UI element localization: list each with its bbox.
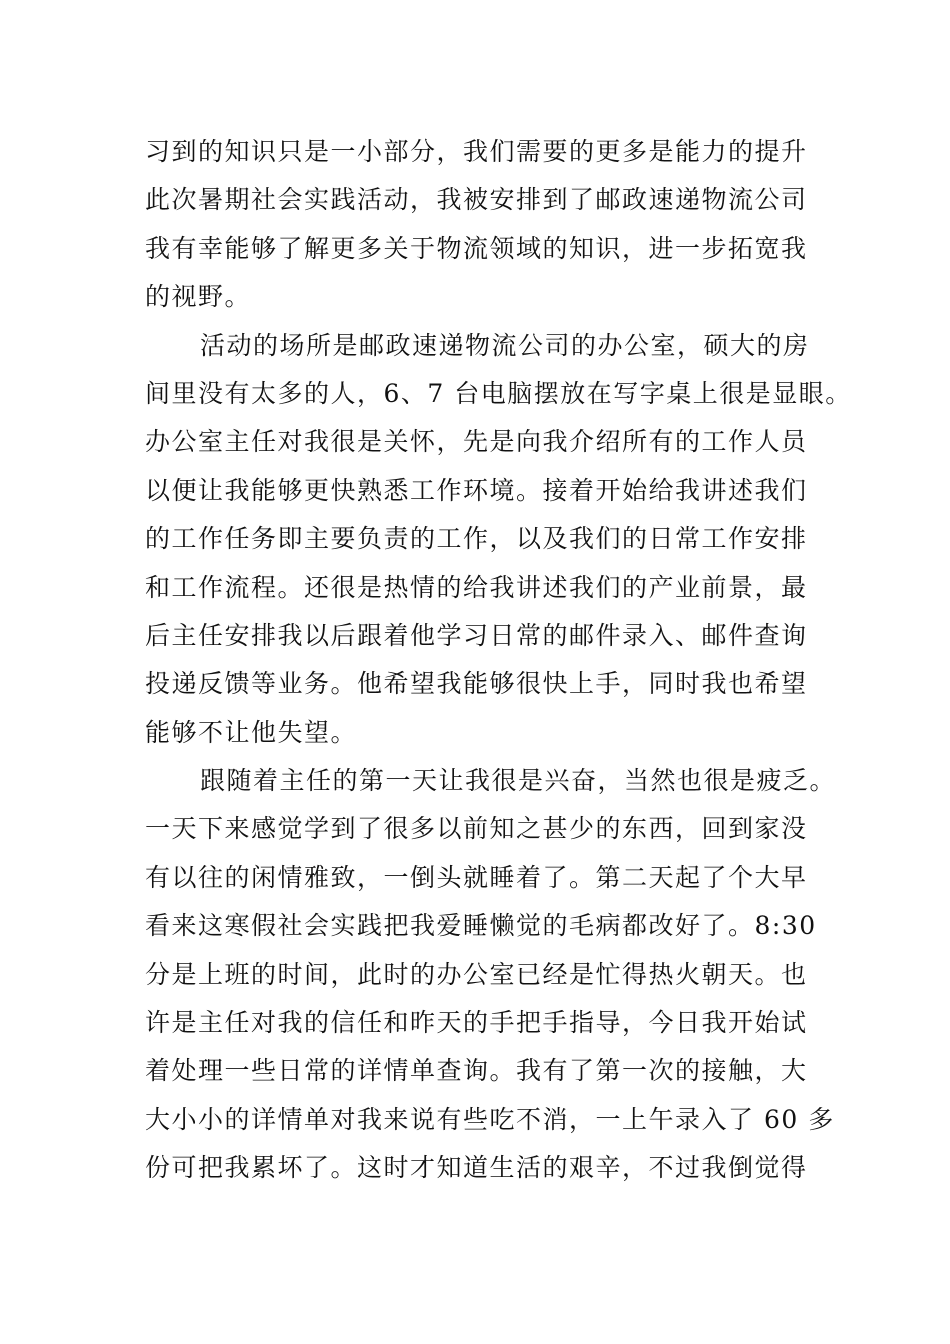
text-line: 一天下来感觉学到了很多以前知之甚少的东西，回到家没	[145, 814, 808, 844]
paragraph-first-line: 跟随着主任的第一天让我很是兴奋，当然也很是疲乏。	[200, 766, 837, 796]
text-line: 和工作流程。还很是热情的给我讲述我们的产业前景，最	[145, 572, 808, 602]
text-line: 投递反馈等业务。他希望我能够很快上手，同时我也希望	[145, 669, 808, 699]
text-line: 着处理一些日常的详情单查询。我有了第一次的接触，大	[145, 1056, 808, 1086]
text-line: 能够不让他失望。	[145, 717, 358, 747]
paragraph-first-line: 活动的场所是邮政速递物流公司的办公室，硕大的房	[200, 330, 810, 360]
text-line: 份可把我累坏了。这时才知道生活的艰辛，不过我倒觉得	[145, 1153, 808, 1183]
text-line: 后主任安排我以后跟着他学习日常的邮件录入、邮件查询	[145, 620, 808, 650]
text-line: 办公室主任对我很是关怀，先是向我介绍所有的工作人员	[145, 427, 808, 457]
text-line: 此次暑期社会实践活动，我被安排到了邮政速递物流公司	[145, 185, 808, 215]
text-line: 的视野。	[145, 282, 252, 312]
body-text	[145, 128, 852, 1193]
text-line: 分是上班的时间，此时的办公室已经是忙得热火朝天。也	[145, 959, 808, 989]
text-line: 间里没有太多的人，6、7 台电脑摆放在写字桌上很是显眼。	[145, 378, 852, 408]
text-line: 以便让我能够更快熟悉工作环境。接着开始给我讲述我们	[145, 475, 808, 505]
text-line: 的工作任务即主要负责的工作，以及我们的日常工作安排	[145, 524, 808, 554]
text-line: 有以往的闲情雅致，一倒头就睡着了。第二天起了个大早	[145, 862, 808, 892]
text-line: 我有幸能够了解更多关于物流领域的知识，进一步拓宽我	[145, 233, 808, 263]
text-line: 大小小的详情单对我来说有些吃不消，一上午录入了 60 多	[145, 1104, 835, 1134]
text-line: 习到的知识只是一小部分，我们需要的更多是能力的提升	[145, 137, 808, 166]
text-line: 看来这寒假社会实践把我爱睡懒觉的毛病都改好了。8:30	[145, 911, 817, 941]
text-line: 许是主任对我的信任和昨天的手把手指导，今日我开始试	[145, 1008, 808, 1038]
